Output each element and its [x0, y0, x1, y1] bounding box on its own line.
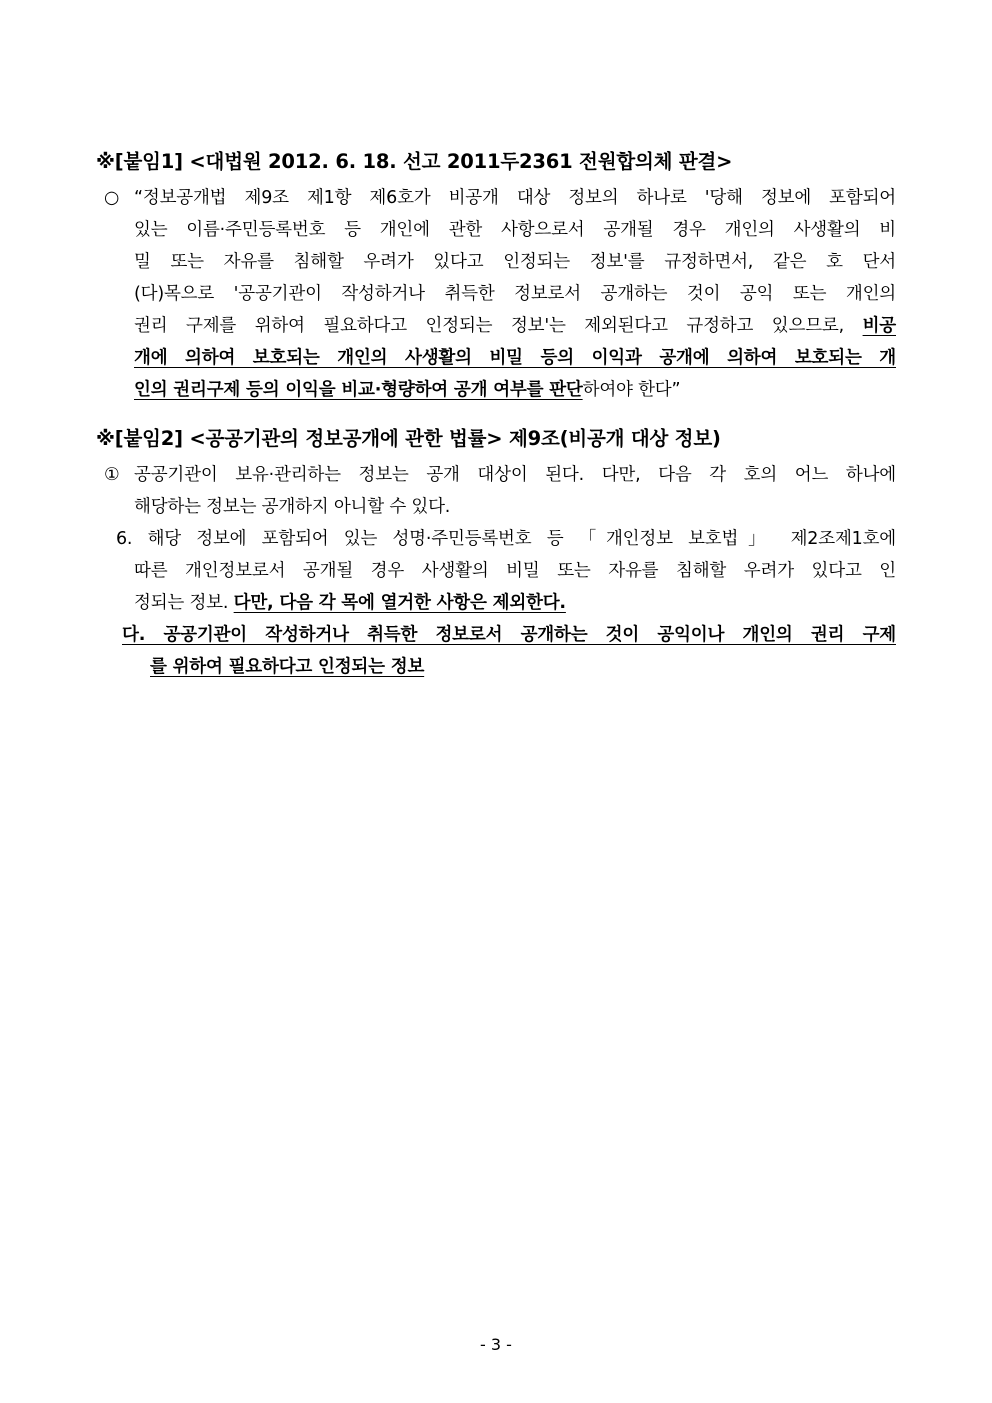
- quote-line-7-bold: 인의 권리구제 등의 이익을 비교·형량하여 공개 여부를 판단: [134, 380, 583, 400]
- item6-text: [116, 523, 896, 555]
- item6-line-2: 따른 개인정보로서 공개될 경우 사생활의 비밀 또는 자유를 침해할 우려가 있다고 인: [134, 561, 896, 581]
- section1-quote: [134, 182, 896, 406]
- item6-line-3: [134, 587, 896, 619]
- quote-line-4: (다)목으로 '공공기관이 작성하거나 취득한 정보로서 공개하는 것이 공익 또는 개인의: [134, 284, 896, 304]
- item6-line-3-plain: 정되는 정보.: [134, 593, 229, 613]
- section1-heading: ※[붙임1] <대법원 2012. 6. 18. 선고 2011두2361 전원합의체 판결>: [96, 150, 733, 173]
- sub-da-line-1: [122, 619, 896, 651]
- sub-da-text: [122, 619, 896, 651]
- bullet-circle: ○: [104, 188, 120, 208]
- quote-line-7: [134, 374, 896, 406]
- sub-da-line-1-bold: 다. 공공기관이 작성하거나 취득한 정보로서 공개하는 것이 공익이나 개인의 권리 구제: [122, 625, 896, 645]
- page-number: - 3 -: [480, 1335, 512, 1354]
- item1-line-1: 공공기관이 보유·관리하는 정보는 공개 대상이 된다. 다만, 다음 각 호의 어느 하나에: [134, 465, 896, 485]
- item1-marker: ①: [104, 465, 120, 485]
- item1-line-2: 해당하는 정보는 공개하지 아니할 수 있다.: [134, 497, 451, 517]
- item1-text: [134, 459, 896, 523]
- item6-line-1: 6. 해당 정보에 포함되어 있는 성명·주민등록번호 등 「개인정보 보호법」 제2조제1호에: [116, 529, 896, 549]
- quote-line-5-bold: 비공: [862, 316, 896, 336]
- quote-line-6-bold: 개에 의하여 보호되는 개인의 사생활의 비밀 등의 이익과 공개에 의하여 보호되는 개: [134, 348, 896, 368]
- sub-da-line-2: [150, 651, 896, 683]
- quote-line-5-text: 권리 구제를 위하여 필요하다고 인정되는 정보'는 제외된다고 규정하고 있으므로,: [134, 316, 844, 336]
- section2-heading: ※[붙임2] <공공기관의 정보공개에 관한 법률> 제9조(비공개 대상 정보): [96, 427, 721, 450]
- quote-line-1: “정보공개법 제9조 제1항 제6호가 비공개 대상 정보의 하나로 '당해 정보에 포함되어: [134, 188, 896, 208]
- quote-line-2: 있는 이름·주민등록번호 등 개인에 관한 사항으로서 공개될 경우 개인의 사생활의 비: [134, 220, 896, 240]
- sub-da-line-2-bold: 를 위하여 필요하다고 인정되는 정보: [150, 657, 425, 677]
- quote-line-5: [134, 310, 896, 342]
- item6-continued: [134, 555, 896, 619]
- quote-line-6: [134, 342, 896, 374]
- quote-line-7-tail: 하여야 한다”: [582, 380, 681, 400]
- item6-line-3-bold: 다만, 다음 각 목에 열거한 사항은 제외한다.: [233, 593, 566, 613]
- quote-line-3: 밀 또는 자유를 침해할 우려가 있다고 인정되는 정보'를 규정하면서, 같은 호 단서: [134, 252, 896, 272]
- sub-da-continued: [150, 651, 896, 683]
